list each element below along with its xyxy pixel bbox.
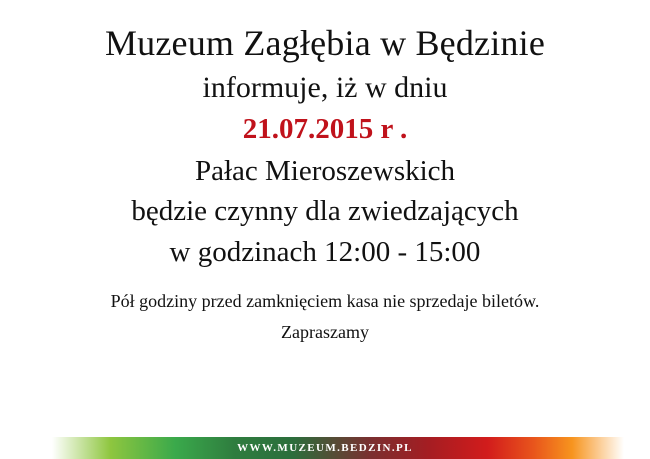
event-date: 21.07.2015 r . — [242, 112, 408, 145]
museum-title: Muzeum Zagłębia w Będzinie — [104, 23, 546, 63]
welcome-text: Zapraszamy — [281, 321, 369, 342]
open-statement: będzie czynny dla zwiedzających — [131, 195, 519, 228]
footer-color-bar — [0, 437, 650, 459]
website-url: WWW.MUZEUM.BEDZIN.PL — [237, 442, 413, 454]
announcement-intro: informuje, iż w dniu — [202, 71, 448, 105]
opening-hours: w godzinach 12:00 - 15:00 — [169, 235, 481, 268]
venue-name: Pałac Mieroszewskich — [194, 155, 456, 188]
ticket-note: Pół godziny przed zamknięciem kasa nie sprzedaje biletów. — [110, 290, 540, 311]
